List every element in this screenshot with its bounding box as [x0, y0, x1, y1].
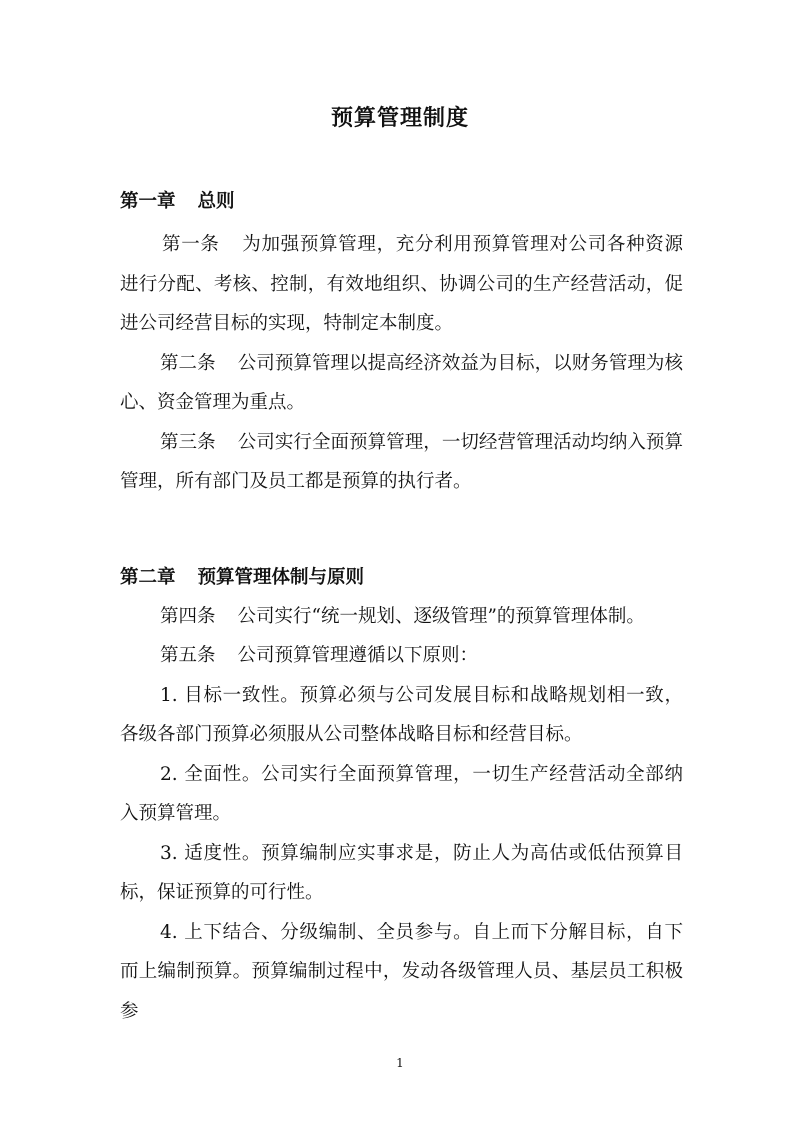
article-paragraph — [120, 423, 683, 502]
article-paragraph — [120, 344, 683, 423]
article-label: 第三条 — [160, 431, 216, 453]
chapter-title: 总则 — [197, 191, 235, 212]
article-text: 公司实行“统一规划、逐级管理”的预算管理体制。 — [237, 605, 645, 627]
article-paragraph — [120, 225, 683, 344]
article-text: 公司预算管理以提高经济效益为目标，以财务管理为核心、资金管理为重点。 — [120, 352, 683, 413]
article-paragraph — [120, 636, 683, 676]
article-label: 第一条 — [162, 234, 220, 255]
chapter-label: 第二章 — [120, 566, 176, 588]
principle-paragraph: 4. 上下结合、分级编制、全员参与。自上而下分解目标，自下而上编制预算。预算编制过程中，发动各级管理人员、基层员工积极参 — [120, 921, 683, 1022]
article-text: 为加强预算管理，充分利用预算管理对公司各种资源进行分配、考核、控制，有效地组织、协调公司的生产经营活动，促进公司经营目标的实现，特制定本制度。 — [120, 234, 683, 334]
principle-paragraph: 2. 全面性。公司实行全面预算管理，一切生产经营活动全部纳入预算管理。 — [120, 763, 683, 824]
chapter-label: 第一章 — [120, 191, 176, 212]
article-label: 第四条 — [160, 605, 216, 627]
page-number: 1 — [396, 1056, 404, 1070]
article-text: 公司实行全面预算管理，一切经营管理活动均纳入预算管理，所有部门及员工都是预算的执行者。 — [120, 431, 683, 492]
document-title: 预算管理制度 — [330, 105, 469, 131]
principle-paragraph: 1. 目标一致性。预算必须与公司发展目标和战略规划相一致，各级各部门预算必须服从公司整体战略目标和经营目标。 — [120, 684, 683, 745]
principle-paragraph: 3. 适度性。预算编制应实事求是，防止人为高估或低估预算目标，保证预算的可行性。 — [120, 842, 683, 903]
section-spacer — [120, 502, 683, 558]
article-text: 公司预算管理遵循以下原则： — [237, 645, 479, 666]
chapter-heading-1 — [120, 182, 683, 221]
article-label: 第二条 — [160, 352, 216, 374]
article-paragraph — [120, 597, 683, 637]
chapter-title: 预算管理体制与原则 — [197, 566, 365, 588]
document-body — [120, 182, 683, 1031]
article-label: 第五条 — [160, 645, 216, 666]
chapter-heading-2 — [120, 558, 683, 597]
